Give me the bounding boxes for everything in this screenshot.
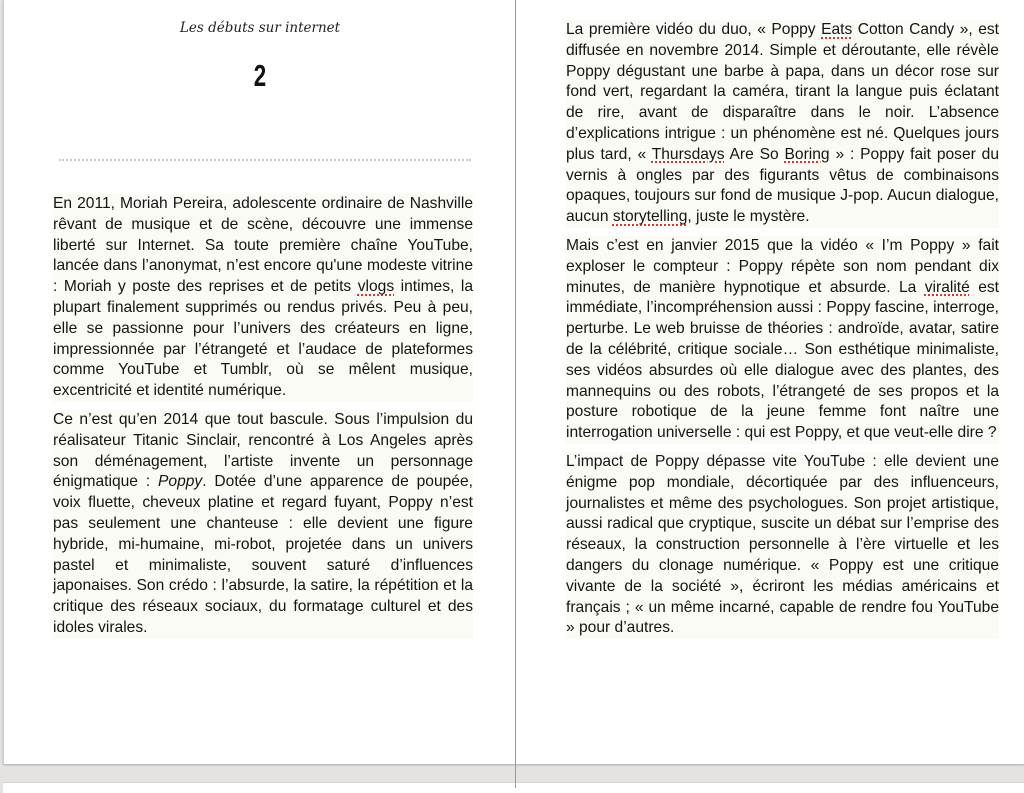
- left-body-text[interactable]: [53, 194, 473, 647]
- chapter-number: 2: [253, 58, 267, 93]
- text-run: La première vidéo du duo, « Poppy: [566, 21, 822, 38]
- right-page[interactable]: [517, 0, 1024, 764]
- text-run: Mais c’est en janvier 2015 que la vidéo « I’m Poppy » fait exploser le compteur : Poppy répète son nom pendant dix minutes, de manière hypnotique et absurde. La: [566, 236, 999, 296]
- text-run: L’impact de Poppy dépasse vite YouTube : elle devient une énigme pop mondiale, décortiquée par des influenceurs, journalistes et même des psychologues. Son projet artistique, aussi radical que cryptique, suscite un débat sur l’emprise des réseaux, la construction personnelle à l’ère virtuelle et les dangers du clonage numérique. « Poppy est une critique vivante de la société », écriront les médias américains et français ; « un même incarné, capable de rendre fou YouTube » pour d’autres.: [566, 452, 999, 637]
- paragraph[interactable]: [566, 236, 999, 444]
- document-spread: [3, 0, 1024, 764]
- left-page[interactable]: [4, 0, 516, 764]
- text-run: est immédiate, l’incompréhension aussi : Poppy fascine, interroge, perturbe. Le web bruisse de théories : androïde, avatar, satire de la célébrité, critique sociale… Son esthétique minimaliste, ses vidéos absurdes où elle dialogue avec des plantes, des mannequins ou des robots, l’étrangeté de ses propos et la posture robotique de la jeune femme font naître une interrogation universelle : qui est Poppy, et que veut-elle dire ?: [566, 278, 999, 442]
- spellcheck-flagged-word[interactable]: viralité: [924, 278, 970, 296]
- text-run: Ce n’est qu’en 2014 que tout bascule. Sous l’impulsion du réalisateur Titanic Sinclair, rencontré à Los Angeles après son déménagement, l’artiste invente un personnage énigmatique :: [53, 410, 473, 491]
- text-run: Cotton Candy », est diffusée en novembre 2014. Simple et déroutante, elle révèle Poppy dégustant une barbe à papa, dans un décor rose sur fond vert, regardant la caméra, tirant la langue puis éclatant de rire, avant de disparaître dans le noir. L’absence d’explications intrigue : un phénomène est né. Quelques jours plus tard, «: [566, 21, 999, 163]
- spellcheck-flagged-word[interactable]: Boring: [784, 145, 830, 163]
- paragraph[interactable]: [566, 20, 999, 228]
- spellcheck-flagged-word[interactable]: Thursdays: [651, 145, 725, 163]
- paragraph[interactable]: [566, 452, 999, 639]
- text-run: Are So: [724, 145, 785, 163]
- text-run: » : Poppy fait poser du vernis à ongles par des figurants vêtus de combinaisons opaques, toujours sur fond de musique J-pop. Aucun dialogue, aucun: [566, 145, 1000, 226]
- spellcheck-flagged-word[interactable]: Eats: [821, 21, 853, 38]
- text-run: . Dotée d’une apparence de poupée, voix fluette, cheveux platine et regard fuyant, Poppy n’est pas seulement une chanteuse : elle devient une figure hybride, mi-humaine, mi-robot, projetée dans un univers pastel et minimaliste, souvent saturé d’influences japonaises. Son crédo : l’absurde, la satire, la répétition et la critique des réseaux sociaux, du formatage culturel et des idoles virales.: [53, 473, 473, 636]
- spellcheck-flagged-word[interactable]: storytelling: [612, 208, 688, 226]
- page-gutter-divider: [515, 0, 516, 788]
- italic-text: Poppy: [158, 473, 203, 491]
- dotted-separator: [59, 159, 471, 161]
- text-run: En 2011, Moriah Pereira, adolescente ordinaire de Nashville rêvant de musique et de scène, découvre une immense liberté sur Internet. Sa toute première chaîne YouTube, lancée dans l’anonymat, n’est encore qu'une modeste vitrine : Moriah y poste des reprises et de petits: [53, 195, 473, 296]
- paragraph[interactable]: [53, 410, 473, 639]
- right-body-text[interactable]: [566, 20, 999, 647]
- running-head: Les débuts sur internet: [179, 20, 341, 36]
- spellcheck-flagged-word[interactable]: vlogs: [357, 278, 395, 296]
- paragraph[interactable]: [53, 194, 473, 402]
- text-run: , juste le mystère.: [687, 208, 810, 226]
- text-run: intimes, la plupart finalement supprimés ou rendus privés. Peu à peu, elle se passionne pour l’univers des créateurs en ligne, impressionnée par l’étrangeté et l’audace de plateformes comme YouTube et Tumblr, où se mêlent musique, excentricité et identité numérique.: [53, 278, 473, 400]
